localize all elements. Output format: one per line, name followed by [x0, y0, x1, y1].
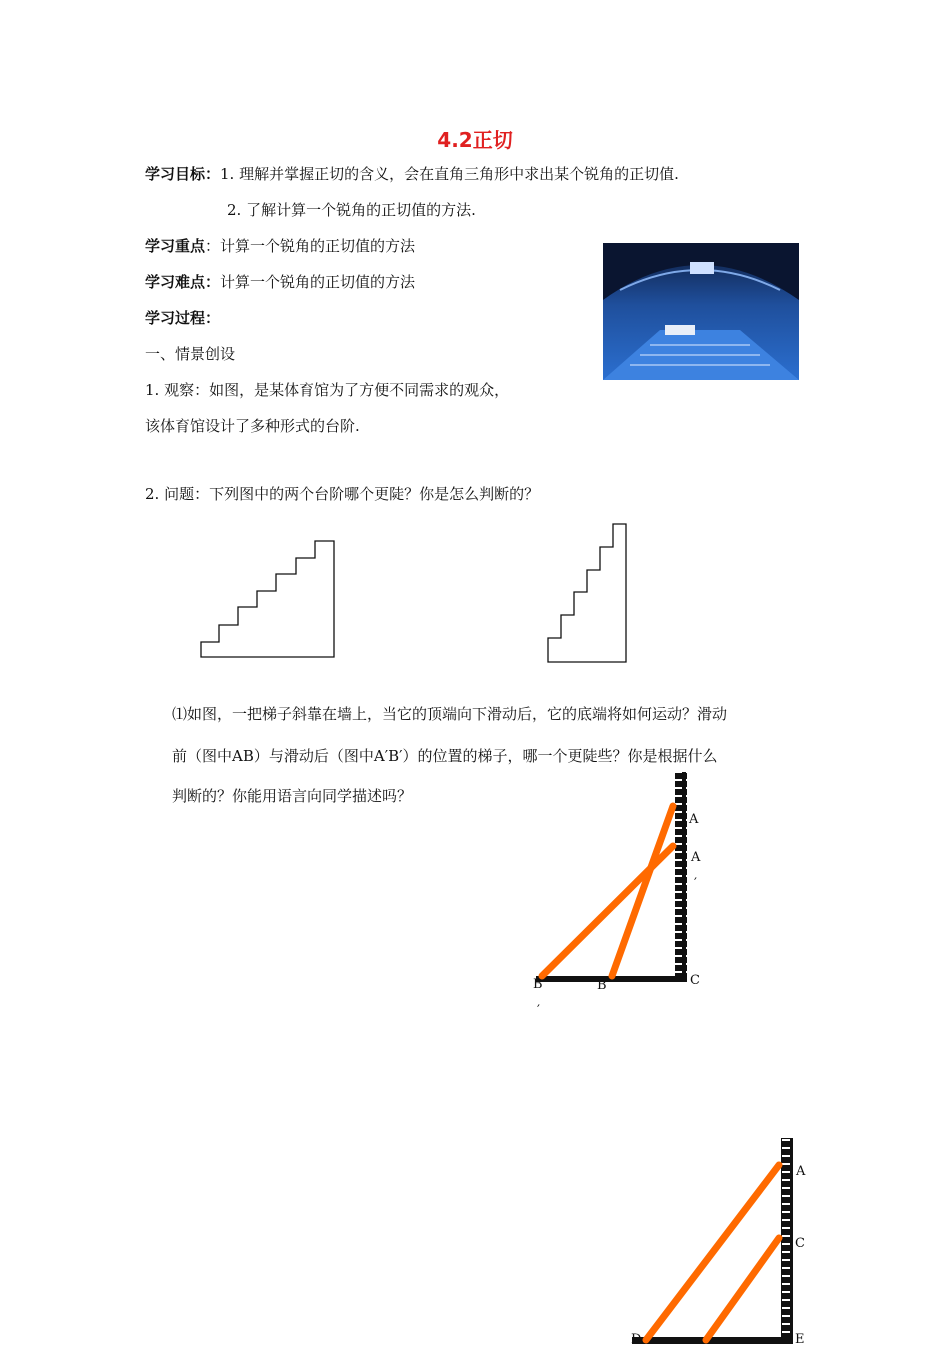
label-c-fig2: C — [795, 1236, 805, 1251]
ladder-question-line-2: 前（图中AB）与滑动后（图中A′B′）的位置的梯子，哪一个更陡些？你是根据什么 — [172, 747, 718, 765]
label-a-fig2: A — [796, 1164, 806, 1179]
observe-line-2: 该体育馆设计了多种形式的台阶. — [145, 417, 360, 435]
label-prime-mark-b: ′ — [537, 1003, 540, 1018]
ladder-figure-2 — [632, 1138, 793, 1344]
learning-focus-text: 计算一个锐角的正切值的方法 — [220, 237, 416, 255]
learning-difficulty-label: 学习难点： — [145, 273, 221, 291]
learning-process-label: 学习过程： — [145, 309, 221, 327]
label-d-fig2: D — [631, 1332, 642, 1347]
label-a: A — [689, 812, 699, 827]
ladder-question-line-3: 判断的？你能用语言向同学描述吗？ — [172, 787, 413, 805]
learning-goals-label: 学习目标： — [145, 165, 221, 183]
learning-focus-label: 学习重点 — [145, 237, 206, 255]
ladder-question-line-1: ⑴如图，一把梯子斜靠在墙上，当它的顶端向下滑动后，它的底端将如何运动？滑动 — [172, 705, 728, 723]
ladder-a-prime-b-prime — [542, 846, 673, 976]
wall — [781, 1138, 793, 1344]
ground — [632, 1337, 793, 1344]
section-heading: 一、情景创设 — [145, 345, 236, 363]
learning-goal-1: 1. 理解并掌握正切的含义，会在直角三角形中求出某个锐角的正切值. — [220, 165, 679, 183]
learning-goal-2: 2. 了解计算一个锐角的正切值的方法. — [227, 201, 476, 219]
question-text: 2. 问题：下列图中的两个台阶哪个更陡？你是怎么判断的？ — [145, 485, 540, 503]
ladder-short — [706, 1238, 779, 1340]
ladder-figure-1 — [536, 772, 687, 982]
learning-difficulty-text: 计算一个锐角的正切值的方法 — [220, 273, 416, 291]
learning-focus: 学习重点：计算一个锐角的正切值的方法 — [145, 237, 416, 255]
label-c: C — [690, 973, 700, 988]
stadium-photo — [603, 243, 799, 380]
staircase-gentle — [201, 541, 334, 657]
staircase-steep — [548, 524, 626, 662]
label-b-prime: B — [533, 977, 543, 992]
page-title: 4.2正切 — [437, 128, 513, 152]
label-a-prime: A — [691, 850, 701, 865]
label-b: B — [597, 978, 607, 993]
observe-line-1: 1. 观察：如图，是某体育馆为了方便不同需求的观众， — [145, 381, 510, 399]
wall — [675, 772, 687, 980]
label-prime-mark: ′ — [694, 876, 697, 891]
label-e-fig2: E — [795, 1332, 805, 1347]
ladder-ab — [612, 806, 673, 976]
ladder-long — [646, 1165, 779, 1340]
